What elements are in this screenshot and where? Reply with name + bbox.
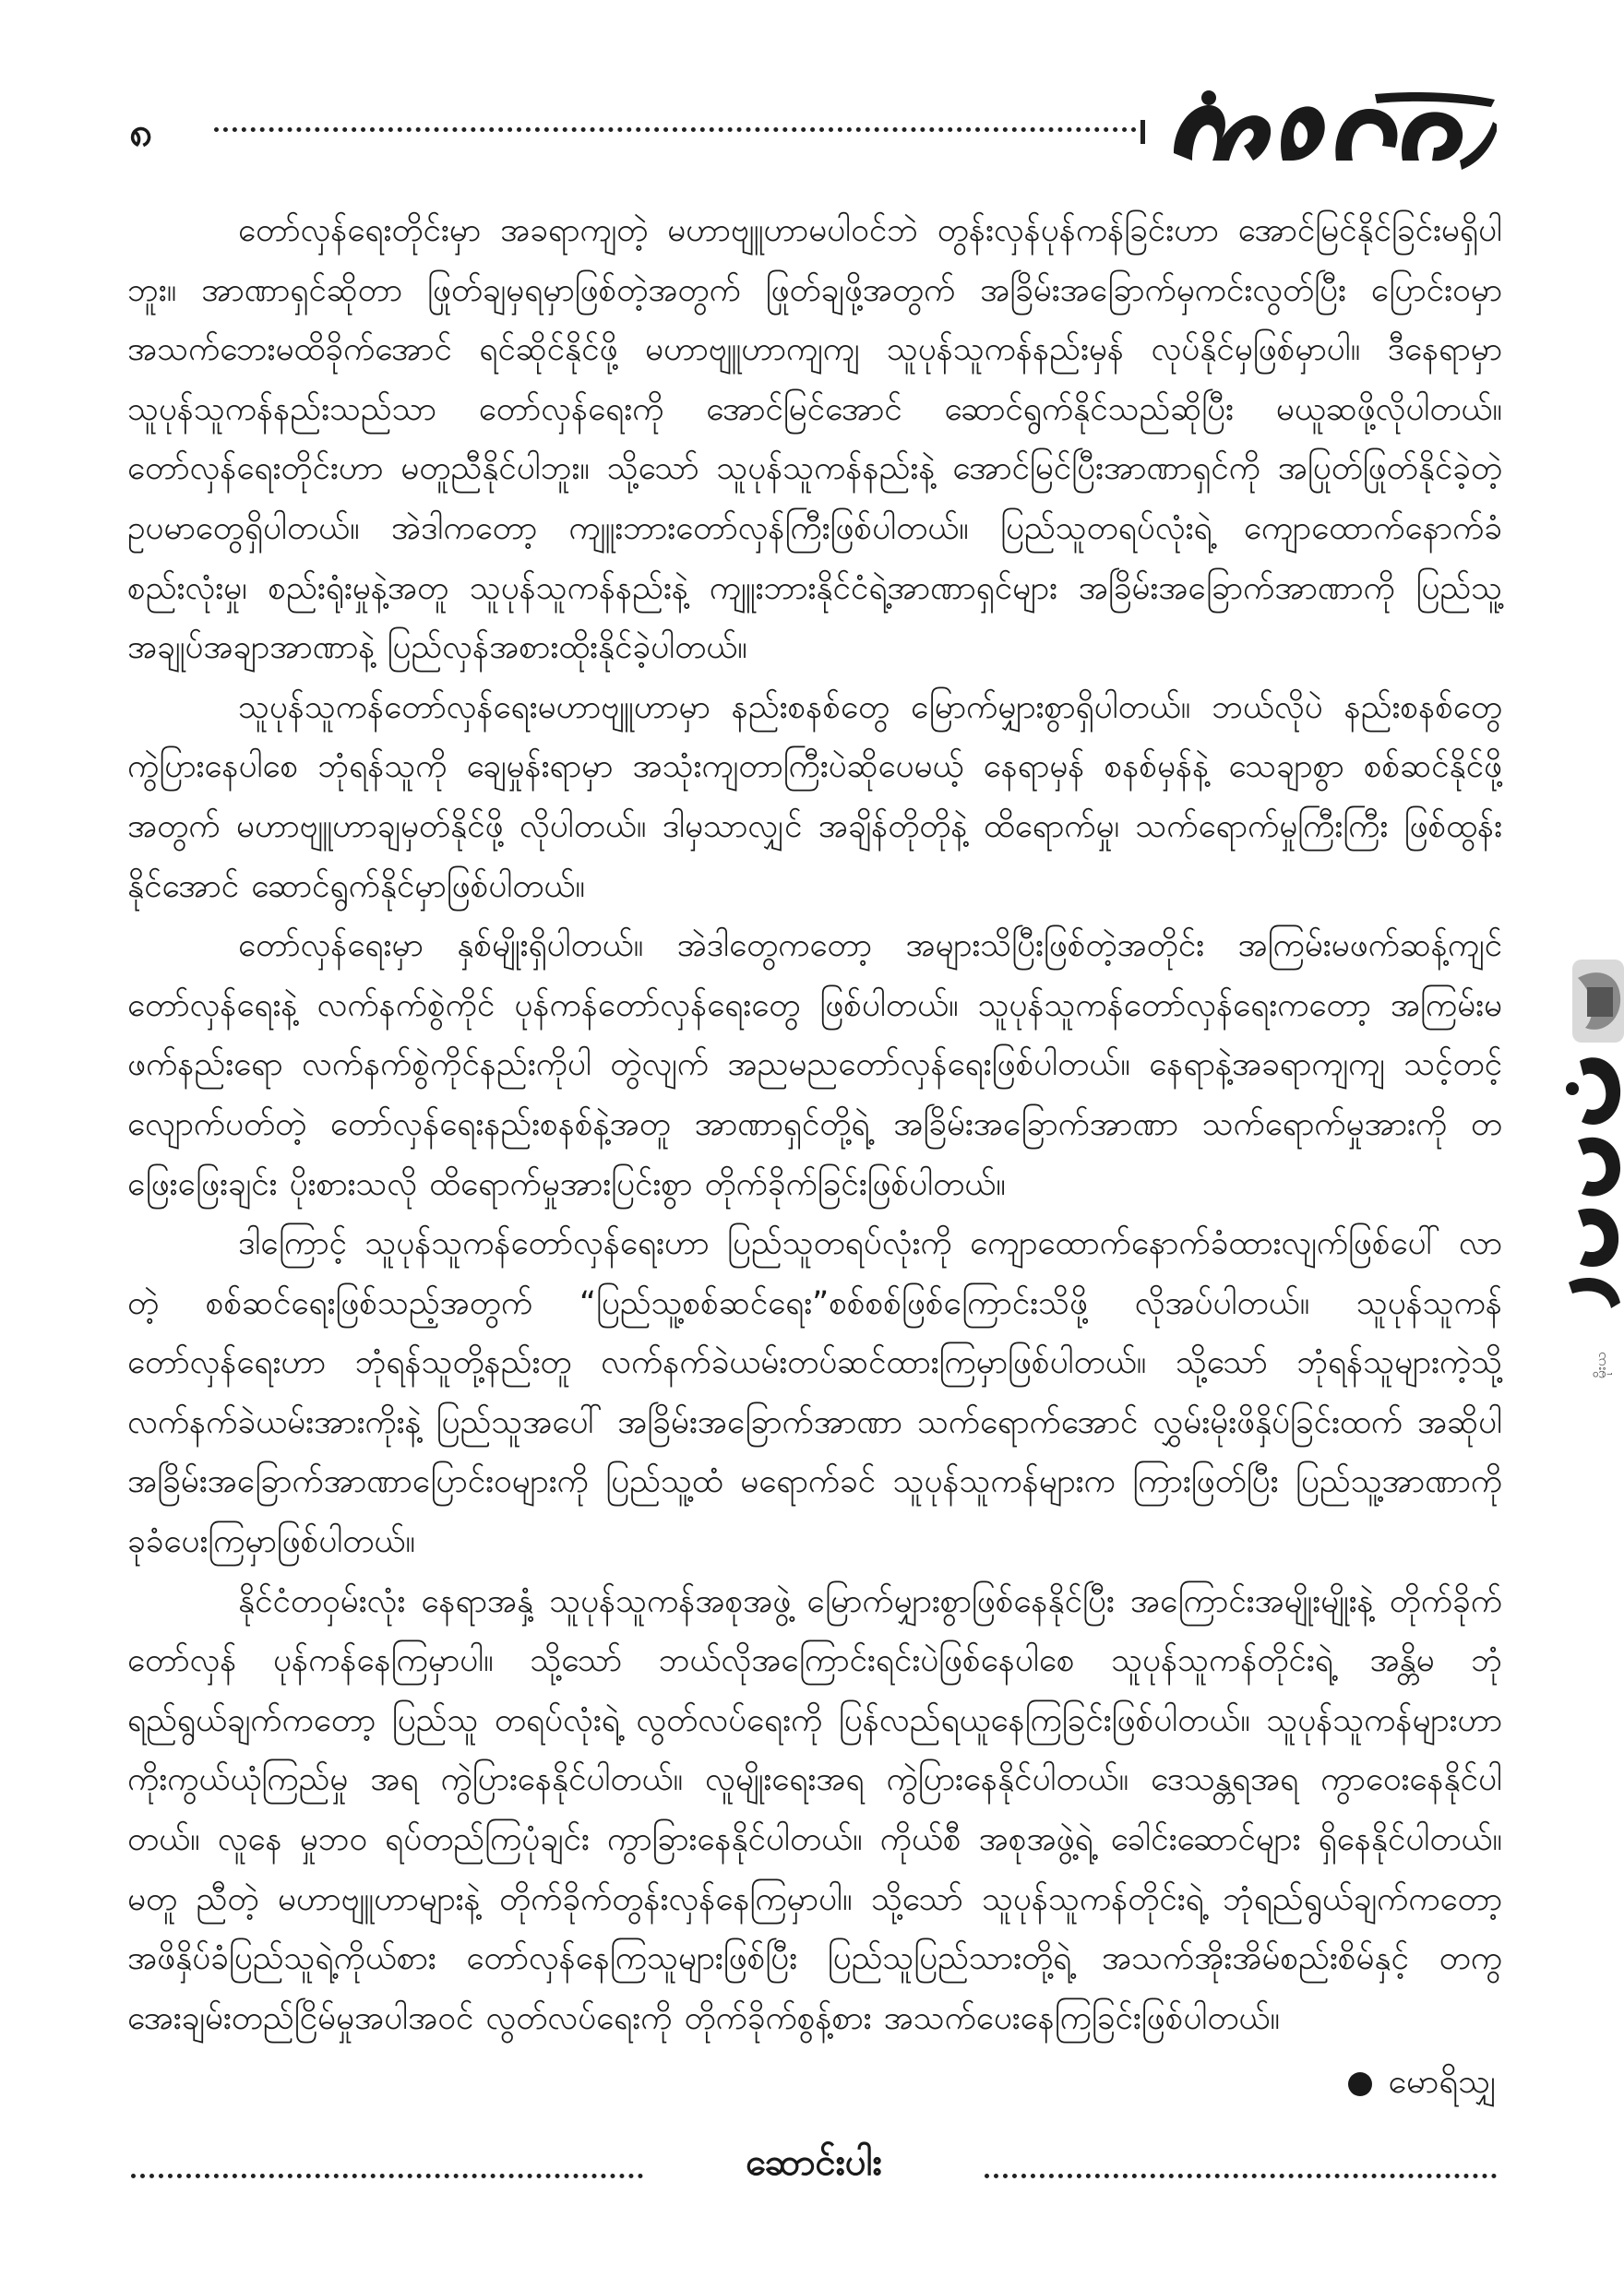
header-rule-end — [1140, 120, 1145, 144]
article-paragraph-2: သူပုန်သူကန်တော်လှန်ရေးမဟာဗျူဟာမှာ နည်းစနစ်တွေ မြောက်မျှားစွာရှိပါတယ်။ ဘယ်လိုပဲ နည်းစနစ်တွေကွဲပြားနေပါစေ ဘုံရန်သူကို ချေမှုန်းရာမှာ အသုံးကျတာကြီးပဲဆိုပေမယ့် နေရာမှန် စနစ်မှန်နဲ့ သေချာစွာ စစ်ဆင်နိုင်ဖို့အတွက် မဟာဗျူဟာချမှတ်နိုင်ဖို့ လိုပါတယ်။ ဒါမှသာလျှင် အချိန်တိုတိုနဲ့ ထိရောက်မှု၊ သက်ရောက်မှုကြီးကြီး ဖြစ်ထွန်းနိုင်အောင် ဆောင်ရွက်နိုင်မှာဖြစ်ပါတယ်။ — [127, 688, 1502, 905]
article-body — [127, 201, 1502, 2048]
footer-dotted-rule-right — [985, 2174, 1497, 2178]
header-dotted-rule — [214, 127, 1137, 132]
page-footer — [131, 2139, 1497, 2194]
article-paragraph-4: ဒါကြောင့် သူပုန်သူကန်တော်လှန်ရေးဟာ ပြည်သူတရပ်လုံးကို ကျောထောက်နောက်ခံထားလျက်ဖြစ်ပေါ် လာတဲ့ စစ်ဆင်ရေးဖြစ်သည့်အတွက် “ပြည်သူ့စစ်ဆင်ရေး”စစ်စစ်ဖြစ်ကြောင်းသိဖို့ လိုအပ်ပါတယ်။ သူပုန်သူကန်တော်လှန်ရေးဟာ ဘုံရန်သူတို့နည်းတူ လက်နက်ခဲယမ်းတပ်ဆင်ထားကြမှာဖြစ်ပါတယ်။ သို့သော် ဘုံရန်သူများကဲ့သို့ လက်နက်ခဲယမ်းအားကိုးနဲ့ ပြည်သူအပေါ် အခြိမ်းအခြောက်အာဏာ သက်ရောက်အောင် လွှမ်းမိုးဖိနှိပ်ခြင်းထက် အဆိုပါအခြိမ်းအခြောက်အာဏာပြောင်းဝများကို ပြည်သူ့ထံ မရောက်ခင် သူပုန်သူကန်များက ကြားဖြတ်ပြီး ပြည်သူ့အာဏာကို ခုခံပေးကြမှာဖြစ်ပါတယ်။ — [127, 1225, 1502, 1561]
article-paragraph-1: တော်လှန်ရေးတိုင်းမှာ အခရာကျတဲ့ မဟာဗျူဟာမပါဝင်ဘဲ တွန်းလှန်ပုန်ကန်ခြင်းဟာ အောင်မြင်နိုင်ခြင်းမရှိပါဘူး။ အာဏာရှင်ဆိုတာ ဖြုတ်ချမှရမှာဖြစ်တဲ့အတွက် ဖြုတ်ချဖို့အတွက် အခြိမ်းအခြောက်မှကင်းလွတ်ပြီး ပြောင်းဝမှာ အသက်ဘေးမထိခိုက်အောင် ရင်ဆိုင်နိုင်ဖို့ မဟာဗျူဟာကျကျ သူပုန်သူကန်နည်းမှန် လုပ်နိုင်မှဖြစ်မှာပါ။ ဒီနေရာမှာ သူပုန်သူကန်နည်းသည်သာ တော်လှန်ရေးကို အောင်မြင်အောင် ဆောင်ရွက်နိုင်သည်ဆိုပြီး မယူဆဖို့လိုပါတယ်။ တော်လှန်ရေးတိုင်းဟာ မတူညီနိုင်ပါဘူး။ သို့သော် သူပုန်သူကန်နည်းနဲ့ အောင်မြင်ပြီးအာဏာရှင်ကို အပြုတ်ဖြုတ်နိုင်ခဲ့တဲ့ ဥပမာတွေရှိပါတယ်။ အဲဒါကတော့ ကျူးဘားတော်လှန်ကြီးဖြစ်ပါတယ်။ ပြည်သူတရပ်လုံးရဲ့ ကျောထောက်နောက်ခံစည်းလုံးမှု၊ စည်းရုံးမှုနဲ့အတူ သူပုန်သူကန်နည်းနဲ့ ကျူးဘားနိုင်ငံရဲ့အာဏာရှင်များ အခြိမ်းအခြောက်အာဏာကို ပြည်သူ့အချုပ်အချာအာဏာနဲ့ ပြည်လှန်အစားထိုးနိုင်ခဲ့ပါတယ်။ — [127, 212, 1502, 667]
page-number: ၈ — [129, 109, 153, 156]
side-tab-graphic — [1559, 960, 1624, 1384]
side-tab-small-text: မိုးယ — [1592, 1352, 1609, 1379]
section-title: ဆောင်းပါး — [746, 2141, 882, 2184]
masthead-logo — [1164, 89, 1497, 177]
article-paragraph-3: တော်လှန်ရေးမှာ နှစ်မျိုးရှိပါတယ်။ အဲဒါတွေကတော့ အများသိပြီးဖြစ်တဲ့အတိုင်း အကြမ်းမဖက်ဆန့်ကျင်တော်လှန်ရေးနဲ့ လက်နက်စွဲကိုင် ပုန်ကန်တော်လှန်ရေးတွေ ဖြစ်ပါတယ်။ သူပုန်သူကန်တော်လှန်ရေးကတော့ အကြမ်းမဖက်နည်းရော လက်နက်စွဲကိုင်နည်းကိုပါ တွဲလျက် အညမညတော်လှန်ရေးဖြစ်ပါတယ်။ နေရာနဲ့အခရာကျကျ သင့်တင့်လျောက်ပတ်တဲ့ တော်လှန်ရေးနည်းစနစ်နဲ့အတူ အာဏာရှင်တို့ရဲ့ အခြိမ်းအခြောက်အာဏာ သက်ရောက်မှုအားကို တဖြေးဖြေးချင်း ပိုးစားသလို ထိရောက်မှုအားပြင်းစွာ တိုက်ခိုက်ခြင်းဖြစ်ပါတယ်။ — [127, 927, 1502, 1203]
article-paragraph-5: နိုင်ငံတဝှမ်းလုံး နေရာအနှံ့ သူပုန်သူကန်အစုအဖွဲ့ မြောက်မျှားစွာဖြစ်နေနိုင်ပြီး အကြောင်းအမျိုးမျိုးနဲ့ တိုက်ခိုက်တော်လှန် ပုန်ကန်နေကြမှာပါ။ သို့သော် ဘယ်လိုအကြောင်းရင်းပဲဖြစ်နေပါစေ သူပုန်သူကန်တိုင်းရဲ့ အန္တိမ ဘုံရည်ရွယ်ချက်ကတော့ ပြည်သူ တရပ်လုံးရဲ့ လွတ်လပ်ရေးကို ပြန်လည်ရယူနေကြခြင်းဖြစ်ပါတယ်။ သူပုန်သူကန်များဟာ ကိုးကွယ်ယုံကြည်မှု အရ ကွဲပြားနေနိုင်ပါတယ်။ လူမျိုးရေးအရ ကွဲပြားနေနိုင်ပါတယ်။ ဒေသန္တရအရ ကွာဝေးနေနိုင်ပါတယ်။ လူနေ မှုဘဝ ရပ်တည်ကြပုံချင်း ကွာခြားနေနိုင်ပါတယ်။ ကိုယ်စီ အစုအဖွဲ့ရဲ့ ခေါင်းဆောင်များ ရှိနေနိုင်ပါတယ်။ မတူ ညီတဲ့ မဟာဗျူဟာများနဲ့ တိုက်ခိုက်တွန်းလှန်နေကြမှာပါ။ သို့သော် သူပုန်သူကန်တိုင်းရဲ့ ဘုံရည်ရွယ်ချက်ကတော့ အဖိနှိပ်ခံပြည်သူရဲ့ကိုယ်စား တော်လှန်နေကြသူများဖြစ်ပြီး ပြည်သူပြည်သားတို့ရဲ့ အသက်အိုးအိမ်စည်းစိမ်နှင့် တကွ အေးချမ်းတည်ငြိမ်မှုအပါအဝင် လွတ်လပ်ရေးကို တိုက်ခိုက်စွန့်စား အသက်ပေးနေကြခြင်းဖြစ်ပါတယ်။ — [127, 1582, 1502, 2037]
bullet-icon — [1348, 2072, 1372, 2096]
author-name: မောရိသျှ — [1388, 2063, 1497, 2101]
author-byline — [1348, 2059, 1498, 2109]
side-section-tab — [1559, 960, 1624, 1384]
